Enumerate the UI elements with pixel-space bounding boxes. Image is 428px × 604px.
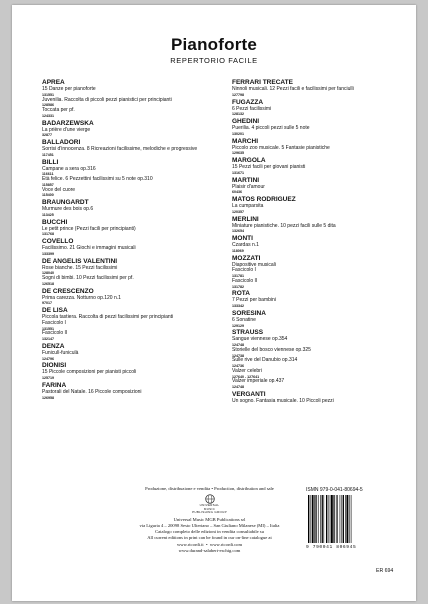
footer-catalog-en: All current editions in print can be found in our on-line catalogue at xyxy=(147,535,272,541)
composer-entry xyxy=(42,288,202,307)
barcode-bar xyxy=(322,495,323,543)
ismn-block xyxy=(306,487,402,550)
work-code: 115857 xyxy=(42,182,54,187)
barcode-bar xyxy=(308,495,309,543)
composer-entry xyxy=(42,307,202,342)
work-title: Un sogno. Fantasia musicale. 10 Piccoli pezzi xyxy=(232,397,334,404)
work-code: 124748 xyxy=(232,343,244,348)
composer-entry xyxy=(232,290,392,309)
work-title: Ninnoli musicali. 12 Pezzi facili e facilissimi per fanciulli xyxy=(232,86,354,92)
barcode-bar xyxy=(336,495,337,543)
work-code: 133399 xyxy=(42,251,54,256)
barcode-bar xyxy=(346,495,348,543)
composer-name: MOZZATI xyxy=(232,254,261,262)
footer-company: Universal Music MGB Publications srl xyxy=(173,516,246,522)
barcode-bar xyxy=(315,495,316,543)
work-code: 131551 xyxy=(42,92,54,97)
composer-entry xyxy=(232,310,392,329)
composer-name: BILLI xyxy=(42,158,59,166)
composer-name: MONTI xyxy=(232,235,253,242)
work-title: Voce del cuore xyxy=(42,186,76,193)
barcode-bar xyxy=(341,495,342,543)
work-title: Puerilia. 4 piccoli pezzi sulle 5 note xyxy=(232,125,310,131)
barcode-bar xyxy=(312,495,314,543)
work-code: 131671 xyxy=(232,170,244,175)
work-code: 131768 xyxy=(42,232,54,237)
ricordi-com-link[interactable]: www.ricordi.com xyxy=(209,541,243,547)
work-title: Sorrisi d'innocenza. 8 Ricreazioni facilissime, melodiche e progressive xyxy=(42,146,198,152)
work-code: 116611 xyxy=(42,172,54,177)
composer-name: DIONISI xyxy=(42,362,67,370)
work-title: Prima carezza. Notturno op.120 n.1 xyxy=(42,294,121,301)
barcode-bar xyxy=(326,495,327,543)
barcode-bar xyxy=(331,495,333,543)
composer-entry xyxy=(232,235,392,254)
work-title: Piccola tastiera. Raccolta di pezzi facilissimi per principianti xyxy=(42,314,174,320)
publisher-logo xyxy=(190,494,230,515)
composer-name: FERRARI TRECATE xyxy=(232,79,293,86)
composer-name: STRAUSS xyxy=(232,329,264,337)
composer-entry xyxy=(232,216,392,235)
composer-name: VERGANTI xyxy=(232,390,266,398)
page-title: Pianoforte xyxy=(170,35,258,54)
page-subtitle: REPERTORIO FACILE xyxy=(170,56,258,65)
work-title: Juvenilia. Raccolta di piccoli pezzi pianistici per principianti xyxy=(42,96,172,103)
barcode-bar xyxy=(318,495,319,543)
footer-catalog-it: Catalogo completo delle edizioni in vendita consultabile su xyxy=(155,529,264,535)
catalog-page xyxy=(12,5,416,601)
composer-name: COVELLO xyxy=(42,238,74,245)
work-title: Rose bianche. 15 Pezzi facilissimi xyxy=(42,264,118,271)
barcode-bar xyxy=(351,495,352,543)
work-title: 7 Pezzi per bambini xyxy=(232,297,276,304)
work-title: Valzer celebri xyxy=(232,367,262,374)
composer-name: MATOS RODRIGUEZ xyxy=(232,196,296,203)
composer-name: SORESINA xyxy=(232,309,266,317)
work-code: 132147 xyxy=(42,337,54,342)
work-code: 124736 xyxy=(232,364,244,369)
composer-entry xyxy=(42,219,202,238)
work-title: 15 Piccole composizioni per pianisti piccoli xyxy=(42,369,137,376)
composer-entry xyxy=(42,79,202,119)
barcode-bar xyxy=(337,495,338,543)
footer-address: via Liguria 4 – 20098 Sesto Ulteriano – San Giuliano Milanese (MI) – Italia xyxy=(139,522,280,528)
work-title: Le petit prince (Pezzi facili per principianti) xyxy=(42,225,136,232)
work-title: Fascicolo II xyxy=(42,330,68,337)
footer-links: www.ricordi.it • www.ricordi.com xyxy=(176,541,243,547)
composer-entry xyxy=(232,79,392,98)
work-code: 60436 xyxy=(232,190,242,195)
barcode-bar xyxy=(340,495,341,543)
work-title: 15 Pezzi facili per giovani pianisti xyxy=(232,164,306,170)
composer-name: BALLADORI xyxy=(42,139,81,146)
work-code: 126958 xyxy=(42,395,54,400)
barcode-bar xyxy=(310,495,311,543)
barcode-bar xyxy=(349,495,350,543)
work-code: 131551 xyxy=(42,326,54,331)
barcode-bar xyxy=(333,495,334,543)
publisher-footer xyxy=(97,486,322,554)
work-code: 129635 xyxy=(232,151,244,156)
work-code: 124331 xyxy=(42,113,54,118)
composer-entry xyxy=(42,120,202,139)
composer-name: BRAUNGARDT xyxy=(42,199,89,206)
work-title: 6 Pezzi facilissimi xyxy=(232,105,272,112)
composer-entry xyxy=(42,343,202,362)
work-code: 113425 xyxy=(42,212,54,217)
barcode-bar xyxy=(324,495,325,543)
composer-entry xyxy=(232,255,392,290)
composer-name: BUCCHI xyxy=(42,218,68,226)
work-code: 131781 xyxy=(232,274,244,279)
catalog-code: ER 694 xyxy=(376,568,394,574)
work-code: 128040 xyxy=(42,271,54,276)
composer-entry xyxy=(232,99,392,118)
barcode-digits: 9 790041 806945 xyxy=(306,545,357,550)
work-code: 124748 xyxy=(232,385,244,390)
barcode-bar xyxy=(320,495,321,543)
composer-entry xyxy=(232,138,392,157)
work-title: Valzer imperiale op.437 xyxy=(232,378,285,385)
ricordi-it-link[interactable]: www.ricordi.it xyxy=(176,541,204,547)
barcode-bar xyxy=(345,495,346,543)
composer-entry xyxy=(42,159,202,199)
work-code: 127640 - 127641 xyxy=(232,374,260,379)
composer-name: MERLINI xyxy=(232,215,259,223)
barcode-bar xyxy=(328,495,329,543)
footer-production-line: Produzione, distribuzione e vendita • Production, distribution and sale xyxy=(145,486,274,491)
work-code: 124796 xyxy=(42,356,54,361)
composer-name: FARINA xyxy=(42,381,67,389)
work-code: 32877 xyxy=(42,133,52,138)
composer-name: FUGAZZA xyxy=(232,98,264,106)
logo-line: MUSIC xyxy=(203,506,216,511)
composer-name: DE ANGELIS VALENTINI xyxy=(42,257,118,265)
work-code: 118069 xyxy=(232,248,244,253)
work-code: 124738 xyxy=(232,353,244,358)
work-title: Fascicolo II xyxy=(232,277,258,284)
composer-name: BADARZEWSKA xyxy=(42,119,94,127)
composer-entry xyxy=(42,258,202,287)
work-title: Sogni di bimbi. 10 Pezzi facilissimi per pf. xyxy=(42,275,134,281)
work-title: Funiculì-funiculà xyxy=(42,349,79,356)
work-title: Storielle del bosco viennese op.325 xyxy=(232,346,311,353)
work-title: 6 Sonatine xyxy=(232,316,256,323)
work-code: 120357 xyxy=(232,209,244,214)
work-title: Murmure des bois op.6 xyxy=(42,206,94,212)
composer-entry xyxy=(42,199,202,218)
work-title: La prière d'une vierge xyxy=(42,126,91,133)
barcode-bar xyxy=(343,495,344,543)
work-title: Sangue viennese op.354 xyxy=(232,336,288,343)
composer-column-right xyxy=(232,78,392,405)
work-code: 97017 xyxy=(42,301,52,306)
work-code: 133342 xyxy=(232,304,244,309)
work-code: 132654 xyxy=(232,229,244,234)
composer-name: DE CRESCENZO xyxy=(42,287,94,295)
barcode-bar xyxy=(330,495,331,543)
work-code: 115400 xyxy=(42,193,54,198)
composer-column-left xyxy=(42,78,202,400)
work-code: 128132 xyxy=(232,112,244,117)
work-title: Facilissimo. 21 Giochi e immagini musicali xyxy=(42,245,136,251)
composer-entry xyxy=(232,118,392,137)
composer-entry xyxy=(232,329,392,390)
composer-entry xyxy=(232,196,392,215)
work-title: Pastorali del Natale. 16 Piccole composizioni xyxy=(42,388,142,395)
work-title: Miniature pianistiche. 10 pezzi facili sulle 5 dita xyxy=(232,222,336,229)
barcode xyxy=(306,495,372,545)
work-title: Toccata per pf. xyxy=(42,107,75,113)
logo-line: PUBLISHING GROUP xyxy=(192,510,227,515)
composer-entry xyxy=(42,139,202,158)
composer-name: MARGOLA xyxy=(232,157,266,164)
composer-entry xyxy=(232,177,392,196)
work-title: Campane a sera op.316 xyxy=(42,165,96,172)
logo-line: UNIVERSAL xyxy=(199,503,220,508)
durand-link[interactable]: www.durand-salabert-eschig.com xyxy=(178,547,241,553)
work-title: Fascicolo I xyxy=(42,319,66,326)
work-title: Czardas n.1 xyxy=(232,242,259,248)
composer-entry xyxy=(232,391,392,405)
work-code: 127798 xyxy=(232,92,244,97)
composer-entry xyxy=(42,362,202,381)
composer-entry xyxy=(232,157,392,176)
work-title: Sulle rive del Danubio op.314 xyxy=(232,357,298,364)
composer-entry xyxy=(42,382,202,401)
work-code: 130201 xyxy=(232,131,244,136)
work-title: Fascicolo I xyxy=(232,267,256,274)
work-code: 125719 xyxy=(42,376,54,381)
work-code: 117451 xyxy=(42,152,54,157)
work-code: 126518 xyxy=(42,281,54,286)
work-title: Età felice. 6 Pezzettini facilissimi su 5 note op.310 xyxy=(42,176,153,182)
work-code: 129129 xyxy=(232,323,244,328)
composer-name: MARCHI xyxy=(232,137,258,145)
work-title: 15 Danze per pianoforte xyxy=(42,86,96,92)
composer-name: DE LISA xyxy=(42,307,68,314)
composer-name: GHEDINI xyxy=(232,118,260,125)
work-code: 128586 xyxy=(42,103,54,108)
work-title: Piccolo zoo musicale. 5 Fantasie pianistiche xyxy=(232,144,330,151)
composer-name: APREA xyxy=(42,79,65,86)
composer-name: DENZA xyxy=(42,342,65,350)
composer-name: ROTA xyxy=(232,290,250,298)
barcode-bar xyxy=(314,495,315,543)
composer-name: MARTINI xyxy=(232,176,260,184)
composer-entry xyxy=(42,238,202,257)
work-title: Diapositive musicali xyxy=(232,261,276,268)
ismn-label: ISMN 979-0-041-80694-5 xyxy=(306,487,363,493)
work-code: 131782 xyxy=(232,284,244,289)
work-title: Plaisir d'amour xyxy=(232,183,265,190)
work-title: La cumparsita xyxy=(232,203,264,209)
